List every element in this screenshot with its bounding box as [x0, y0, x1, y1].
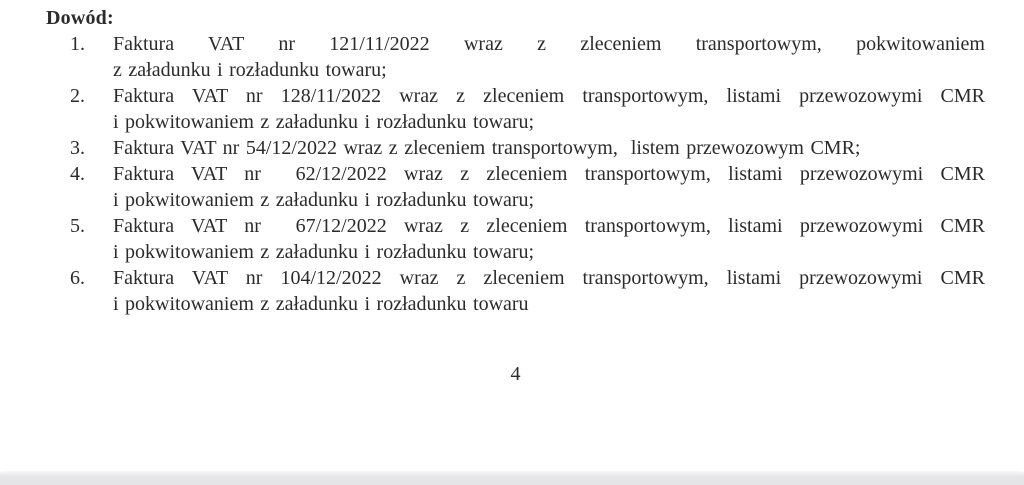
list-item-body	[113, 83, 985, 135]
list-item-body	[113, 31, 985, 83]
list-item	[46, 135, 985, 161]
list-item	[46, 213, 985, 265]
list-item-body	[113, 213, 985, 265]
list-item-line: i pokwitowaniem z załadunku i rozładunku towaru;	[113, 241, 535, 263]
list-item-body	[113, 161, 985, 213]
list-item-body	[113, 265, 985, 317]
list-item-line: i pokwitowaniem z załadunku i rozładunku towaru	[113, 293, 529, 315]
list-item-number: 2.	[70, 85, 85, 107]
list-item-number: 1.	[70, 33, 85, 55]
list-item-line: Faktura VAT nr 128/11/2022 wraz z zleceniem transportowym, listami przewozowymi CMR	[113, 85, 985, 107]
list-item-number: 6.	[70, 267, 85, 289]
list-item-line: Faktura VAT nr 104/12/2022 wraz z zleceniem transportowym, listami przewozowymi CMR	[113, 267, 985, 289]
list-item-number: 4.	[70, 163, 85, 185]
list-item-number: 3.	[70, 137, 85, 159]
list-item-number: 5.	[70, 215, 85, 237]
list-item	[46, 31, 985, 83]
list-item-line: i pokwitowaniem z załadunku i rozładunku towaru;	[113, 111, 535, 133]
list-item-line: Faktura VAT nr 67/12/2022 wraz z zleceniem transportowym, listami przewozowymi CMR	[113, 215, 985, 237]
evidence-list	[46, 31, 985, 317]
list-item-line: i pokwitowaniem z załadunku i rozładunku towaru;	[113, 189, 535, 211]
document-content	[46, 5, 985, 387]
viewer-bottom-bar	[0, 471, 1024, 485]
list-item-line: Faktura VAT nr 54/12/2022 wraz z zleceniem transportowym, listem przewozowym CMR;	[113, 137, 861, 159]
list-item-line: Faktura VAT nr 62/12/2022 wraz z zleceniem transportowym, listami przewozowymi CMR	[113, 163, 985, 185]
page-number: 4	[510, 363, 521, 385]
list-item	[46, 161, 985, 213]
list-item-line: z załadunku i rozładunku towaru;	[113, 59, 387, 81]
list-item	[46, 83, 985, 135]
evidence-heading: Dowód:	[46, 7, 114, 29]
list-item-line: Faktura VAT nr 121/11/2022 wraz z zleceniem transportowym, pokwitowaniem	[113, 33, 985, 55]
list-item-body	[113, 135, 985, 161]
list-item	[46, 265, 985, 317]
